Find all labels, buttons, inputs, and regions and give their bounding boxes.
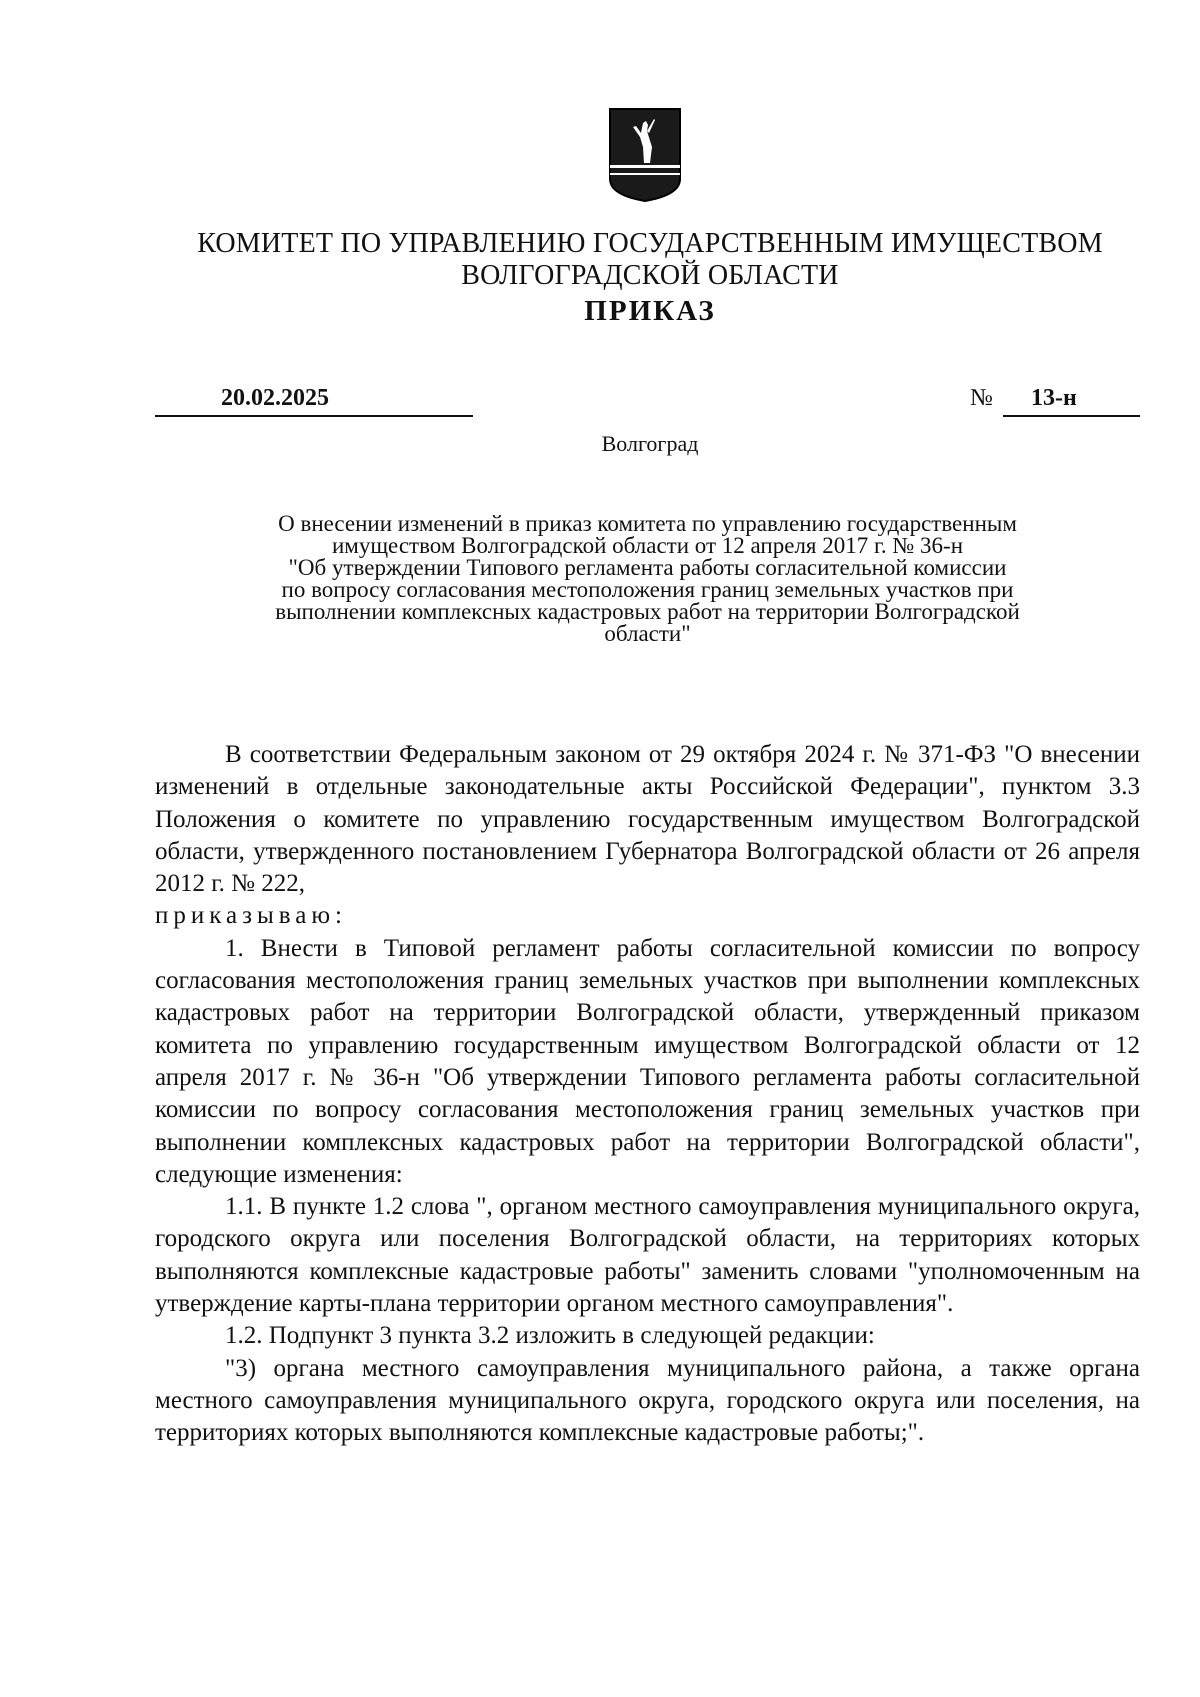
order-number-label: № [970, 385, 993, 411]
item-1-paragraph: 1. Внести в Типовой регламент работы согласительной комиссии по вопросу согласования местоположения границ земельных участков при выполнении комплексных кадастровых работ на территории Волгоградской области, утвержденный приказом комитета по управлению государственным имуществом Волгоградской области от 12 апреля 2017 г. № 36-н "Об утверждении Типового регламента работы согласительной комиссии по вопросу согласования местоположения границ земельных участков при выполнении комплексных кадастровых работ на территории Волгоградской области", следующие изменения: [155, 934, 1140, 1188]
order-number: 13-н [1031, 385, 1077, 411]
document-title: ПРИКАЗ [584, 295, 716, 327]
coat-of-arms-emblem [607, 107, 683, 203]
subject-line: имуществом Волгоградской области от 12 апреля 2017 г. № 36-н [331, 533, 964, 558]
order-date: 20.02.2025 [221, 385, 329, 411]
subject-line: О внесении изменений в приказ комитета по управлению государственным [278, 511, 1017, 536]
order-number-field [1003, 383, 1140, 417]
organization-name-line2: ВОЛГОГРАДСКОЙ ОБЛАСТИ [461, 260, 839, 291]
subject-line: выполнении комплексных кадастровых работ на территории Волгоградской [275, 599, 1020, 624]
order-date-field [155, 383, 473, 417]
item-1-2-paragraph: 1.2. Подпункт 3 пункта 3.2 изложить в следующей редакции: [225, 1322, 875, 1350]
subject-line: "Об утверждении Типового регламента работы согласительной комиссии [288, 555, 1007, 580]
document-header [120, 228, 1180, 328]
subject-line: по вопросу согласования местоположения границ земельных участков при [281, 577, 1014, 602]
order-word: приказываю: [155, 902, 347, 930]
subject-line: области" [604, 621, 691, 646]
order-city: Волгоград [601, 431, 699, 456]
organization-name-line1: КОМИТЕТ ПО УПРАВЛЕНИЮ ГОСУДАРСТВЕННЫМ ИМУЩЕСТВОМ [197, 228, 1103, 259]
preamble-paragraph: В соответствии Федеральным законом от 29 октября 2024 г. № 371-ФЗ "О внесении изменений в отдельные законодательные акты Российской Федерации", пунктом 3.3 Положения о комитете по управлению государственным имуществом Волгоградской области, утвержденного постановлением Губернатора Волгоградской области от 26 апреля 2012 г. № 222, [155, 741, 1140, 898]
order-body [155, 739, 1140, 1450]
order-date-number-row [155, 383, 1140, 419]
item-1-1-paragraph: 1.1. В пункте 1.2 слова ", органом местного самоуправления муниципального округа, городского округа или поселения Волгоградской области, на территориях которых выполняются комплексные кадастровые работы" заменить словами "уполномоченным на утверждение карты-плана территории органом местного самоуправления". [155, 1193, 1140, 1318]
order-subject [155, 513, 1140, 645]
amendment-quote-paragraph: "3) органа местного самоуправления муниципального района, а также органа местного самоуправления муниципального округа, городского округа или поселения, на территориях которых выполняются комплексные кадастровые работы;". [155, 1354, 1140, 1447]
